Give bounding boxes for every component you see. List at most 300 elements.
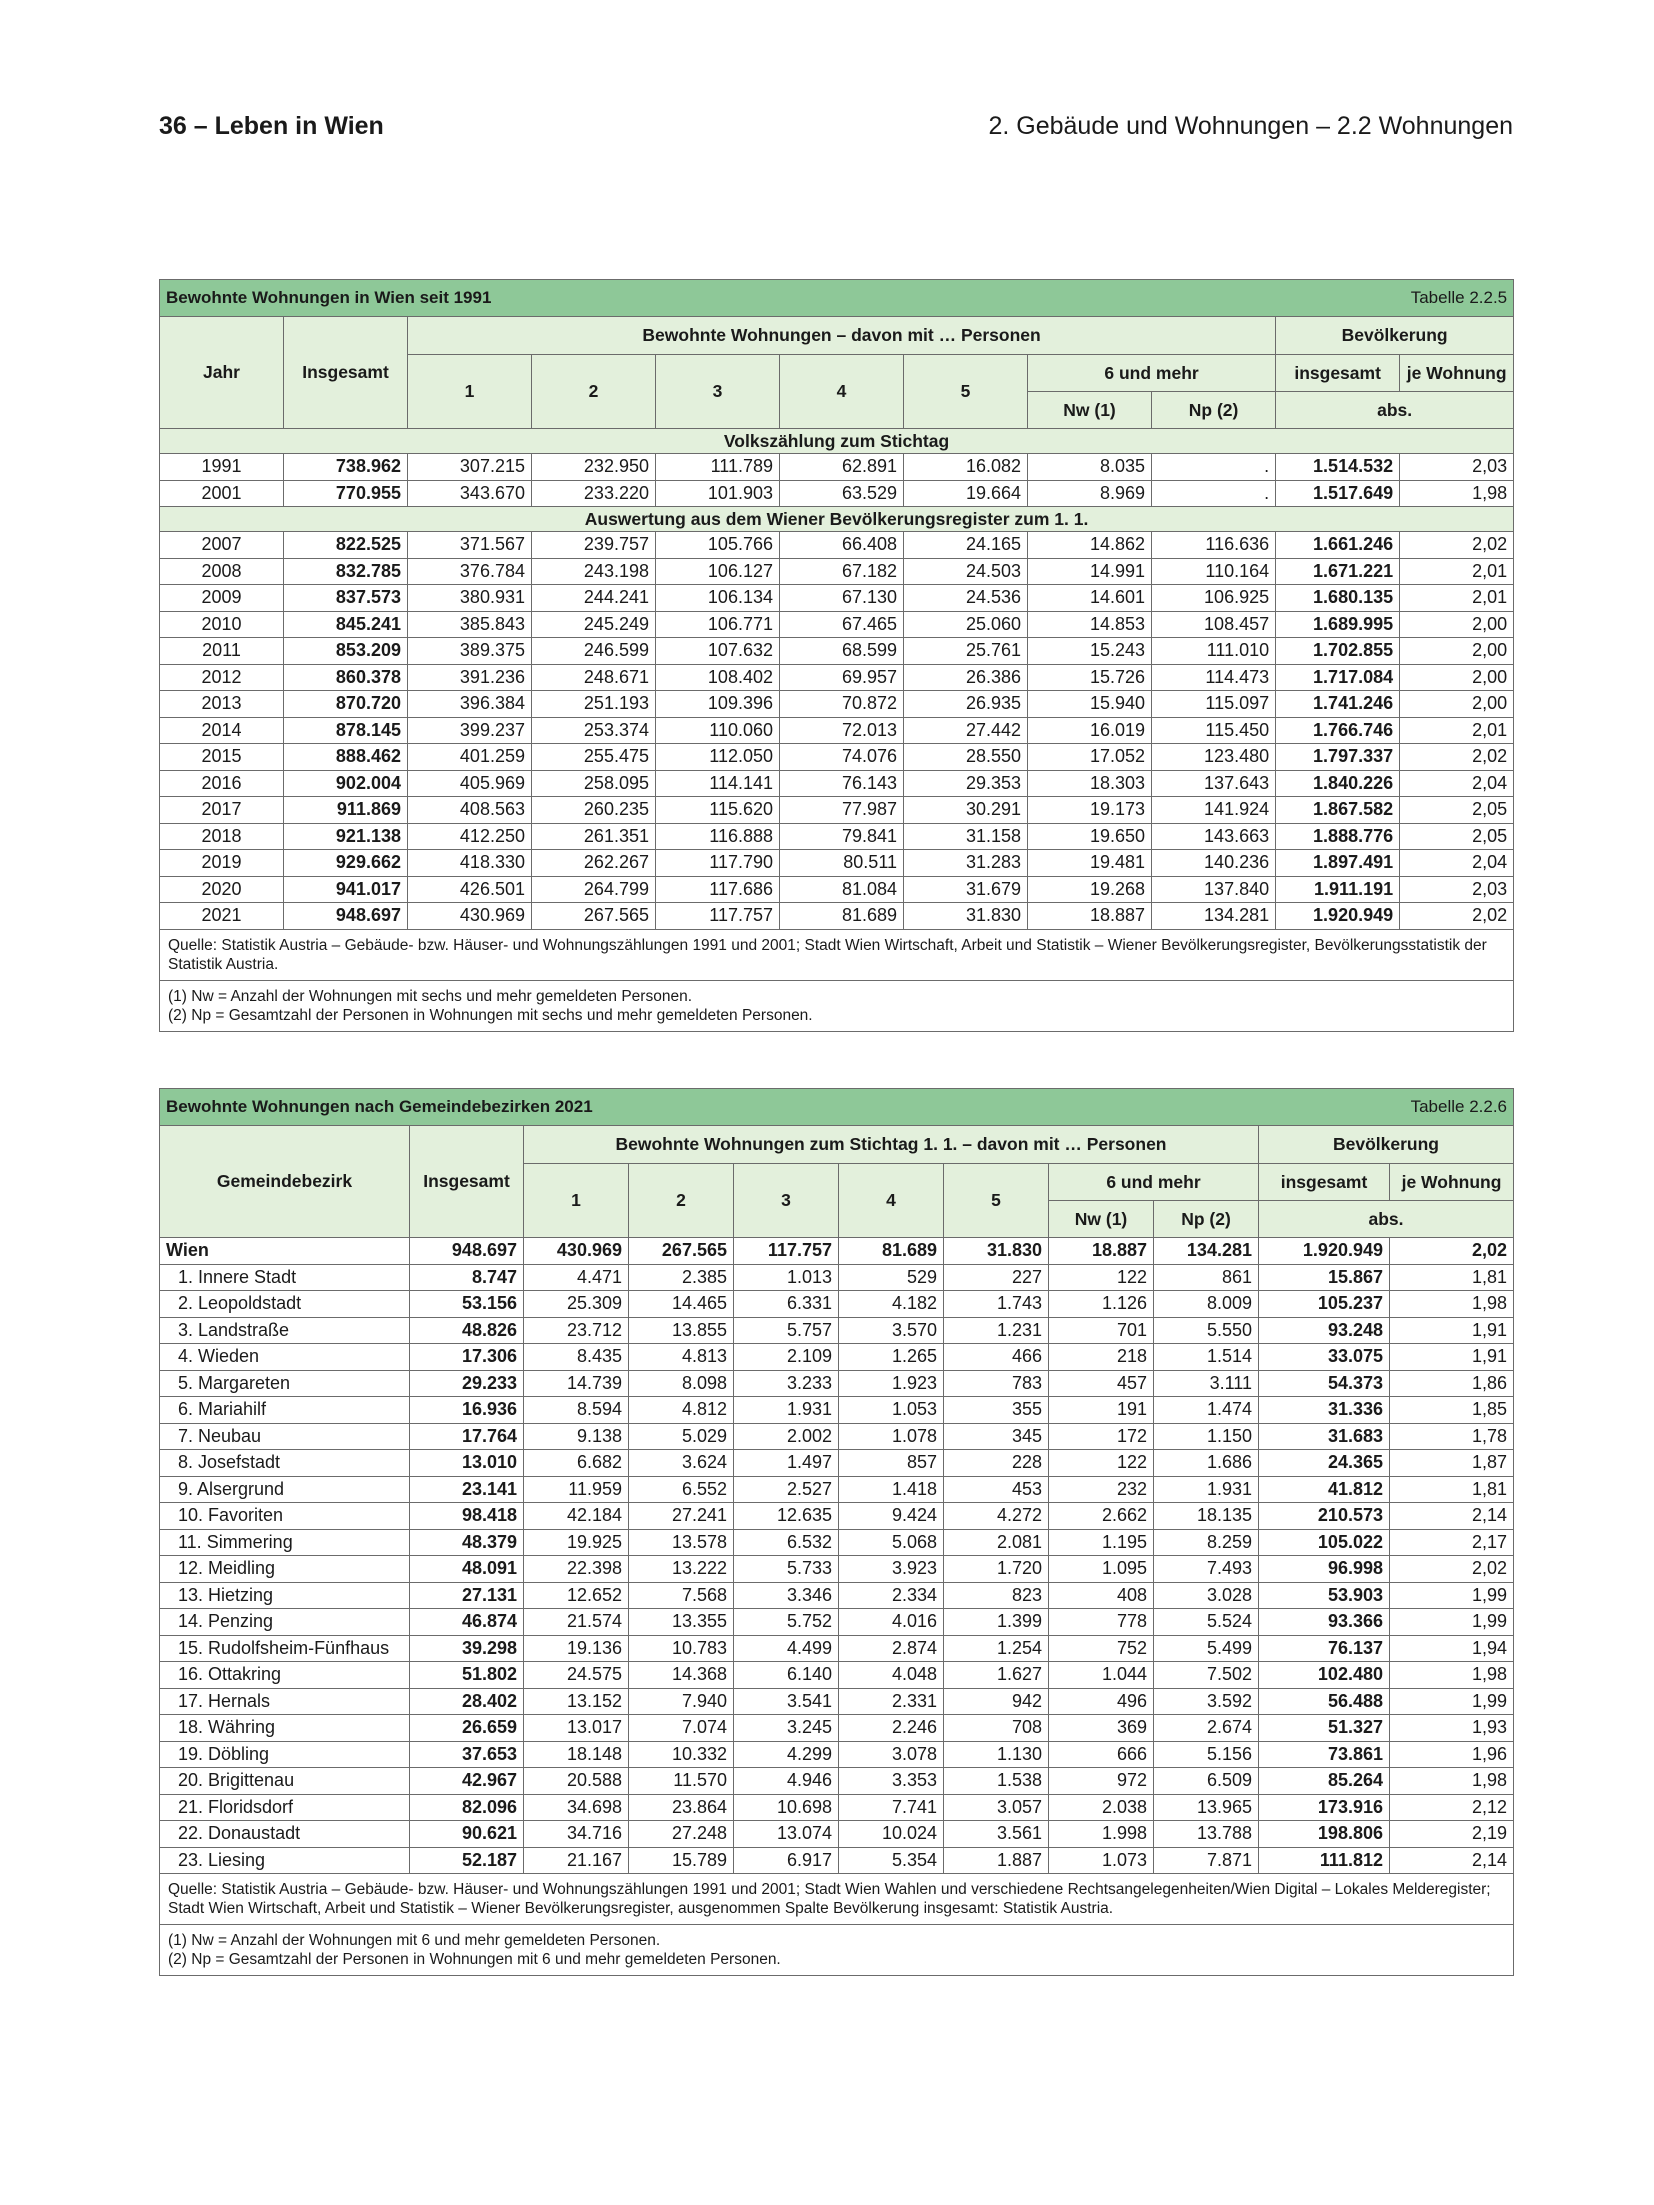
table-cell: 2,12 [1390, 1794, 1514, 1821]
col-header-6-und-mehr: 6 und mehr [1028, 355, 1276, 392]
table-cell: 1.671.221 [1276, 558, 1400, 585]
table-row [160, 611, 1514, 638]
table-cell: . [1152, 454, 1276, 481]
table-cell: 41.812 [1259, 1476, 1390, 1503]
table-cell: 54.373 [1259, 1370, 1390, 1397]
table-cell: 14.862 [1028, 532, 1152, 559]
table-cell: 267.565 [629, 1238, 734, 1265]
page-header [159, 112, 1513, 146]
table-cell: 778 [1049, 1609, 1154, 1636]
table-cell: 2,02 [1390, 1556, 1514, 1583]
table-cell: 14.739 [524, 1370, 629, 1397]
table-cell: 15.867 [1259, 1264, 1390, 1291]
table-cell: 7.871 [1154, 1847, 1259, 1874]
table-cell: 770.955 [284, 480, 408, 507]
table-cell: 93.366 [1259, 1609, 1390, 1636]
col-header-je-wohnung: je Wohnung [1390, 1164, 1514, 1201]
table-cell: 117.757 [656, 903, 780, 930]
table-cell: 385.843 [408, 611, 532, 638]
table-cell: 12.652 [524, 1582, 629, 1609]
table-cell: 51.327 [1259, 1715, 1390, 1742]
table-source: Quelle: Statistik Austria – Gebäude- bzw. Häuser- und Wohnungszählungen 1991 und 2001; Stadt Wien Wahlen und verschiedene Rechtsangelegenheiten/Wien Digital – Lokales Melderegister; Stadt Wien Wirtschaft, Arbeit und Statistik – Wiener Bevölkerungsregister, ausgenommen Spalte Bevölkerung insgesamt: Statistik Austria. [160, 1874, 1514, 1925]
col-header-5: 5 [944, 1164, 1049, 1238]
table-cell: 90.621 [410, 1821, 524, 1848]
table-row [160, 1688, 1514, 1715]
table-cell: 28.402 [410, 1688, 524, 1715]
table-cell: 1.702.855 [1276, 638, 1400, 665]
col-header-6-und-mehr: 6 und mehr [1049, 1164, 1259, 1201]
table-cell: 30.291 [904, 797, 1028, 824]
table-cell: 72.013 [780, 717, 904, 744]
table-cell: 4.946 [734, 1768, 839, 1795]
table-cell: 2.527 [734, 1476, 839, 1503]
table-cell: 405.969 [408, 770, 532, 797]
table-cell: 2,00 [1400, 638, 1514, 665]
table-number: Tabelle 2.2.5 [1276, 280, 1514, 317]
table-cell: 1.073 [1049, 1847, 1154, 1874]
year-cell: 2014 [160, 717, 284, 744]
table-row [160, 585, 1514, 612]
col-header-abs: abs. [1259, 1201, 1514, 1238]
table-cell: 2.081 [944, 1529, 1049, 1556]
table-cell: 140.236 [1152, 850, 1276, 877]
table-cell: 108.457 [1152, 611, 1276, 638]
table-cell: 10.783 [629, 1635, 734, 1662]
table-cell: 80.511 [780, 850, 904, 877]
table-cell: 17.306 [410, 1344, 524, 1371]
table-row [160, 1609, 1514, 1636]
col-header-5: 5 [904, 355, 1028, 429]
table-row-wien [160, 1238, 1514, 1265]
table-cell: 4.299 [734, 1741, 839, 1768]
district-cell: 4. Wieden [160, 1344, 410, 1371]
table-cell: 19.925 [524, 1529, 629, 1556]
table-cell: 27.131 [410, 1582, 524, 1609]
col-header-1: 1 [524, 1164, 629, 1238]
table-cell: 3.028 [1154, 1582, 1259, 1609]
table-row [160, 1370, 1514, 1397]
col-header-abs: abs. [1276, 392, 1514, 429]
table-title: Bewohnte Wohnungen in Wien seit 1991 [160, 280, 1276, 317]
table-cell: 822.525 [284, 532, 408, 559]
table-cell: 857 [839, 1450, 944, 1477]
table-cell: 110.060 [656, 717, 780, 744]
table-cell: 1.044 [1049, 1662, 1154, 1689]
table-cell: 13.017 [524, 1715, 629, 1742]
table-cell: 12.635 [734, 1503, 839, 1530]
table-cell: 4.048 [839, 1662, 944, 1689]
table-cell: 11.570 [629, 1768, 734, 1795]
table-cell: 5.499 [1154, 1635, 1259, 1662]
table-cell: 25.761 [904, 638, 1028, 665]
table-cell: 6.140 [734, 1662, 839, 1689]
table-cell: 123.480 [1152, 744, 1276, 771]
table-cell: 457 [1049, 1370, 1154, 1397]
table-row [160, 1503, 1514, 1530]
table-cell: 31.679 [904, 876, 1028, 903]
table-wohnungen-nach-bezirken [159, 1088, 1514, 1976]
table-cell: 2.662 [1049, 1503, 1154, 1530]
district-cell: 1. Innere Stadt [160, 1264, 410, 1291]
table-cell: 453 [944, 1476, 1049, 1503]
table-cell: 210.573 [1259, 1503, 1390, 1530]
table-cell: 1.150 [1154, 1423, 1259, 1450]
table-cell: 258.095 [532, 770, 656, 797]
table-cell: 845.241 [284, 611, 408, 638]
table-cell: 48.379 [410, 1529, 524, 1556]
table-cell: 1.680.135 [1276, 585, 1400, 612]
district-cell: 8. Josefstadt [160, 1450, 410, 1477]
table-cell: 17.764 [410, 1423, 524, 1450]
table-cell: 3.570 [839, 1317, 944, 1344]
col-header-3: 3 [734, 1164, 839, 1238]
year-cell: 2012 [160, 664, 284, 691]
table-cell: 9.138 [524, 1423, 629, 1450]
table-cell: 345 [944, 1423, 1049, 1450]
table-cell: 1.130 [944, 1741, 1049, 1768]
table-row [160, 1662, 1514, 1689]
table-cell: 430.969 [524, 1238, 629, 1265]
table-cell: 108.402 [656, 664, 780, 691]
table-row [160, 558, 1514, 585]
district-cell: 18. Währing [160, 1715, 410, 1742]
table-cell: 2.109 [734, 1344, 839, 1371]
table-cell: 853.209 [284, 638, 408, 665]
table-cell: 13.010 [410, 1450, 524, 1477]
table-cell: 79.841 [780, 823, 904, 850]
table-cell: 172 [1049, 1423, 1154, 1450]
table-footnotes [160, 1925, 1514, 1976]
page-number-title: 36 – Leben in Wien [159, 112, 384, 140]
table-cell: 13.074 [734, 1821, 839, 1848]
table-cell: 7.568 [629, 1582, 734, 1609]
table-cell: 6.552 [629, 1476, 734, 1503]
table-cell: 122 [1049, 1450, 1154, 1477]
table-row [160, 1635, 1514, 1662]
table-cell: 110.164 [1152, 558, 1276, 585]
table-cell: 391.236 [408, 664, 532, 691]
table-cell: 19.268 [1028, 876, 1152, 903]
table-cell: 2,14 [1390, 1847, 1514, 1874]
district-cell: 21. Floridsdorf [160, 1794, 410, 1821]
table-cell: 20.588 [524, 1768, 629, 1795]
table-row [160, 1794, 1514, 1821]
table-cell: 73.861 [1259, 1741, 1390, 1768]
table-row [160, 638, 1514, 665]
table-cell: 15.726 [1028, 664, 1152, 691]
table-cell: 27.248 [629, 1821, 734, 1848]
table-cell: 26.935 [904, 691, 1028, 718]
table-cell: 1,98 [1400, 480, 1514, 507]
district-cell: 2. Leopoldstadt [160, 1291, 410, 1318]
table-cell: 1,81 [1390, 1476, 1514, 1503]
table-cell: 111.812 [1259, 1847, 1390, 1874]
table-cell: 1.717.084 [1276, 664, 1400, 691]
table-cell: 28.550 [904, 744, 1028, 771]
table-cell: 31.830 [904, 903, 1028, 930]
table-cell: 117.757 [734, 1238, 839, 1265]
table-cell: 8.035 [1028, 454, 1152, 481]
table-cell: 369 [1049, 1715, 1154, 1742]
table-cell: 63.529 [780, 480, 904, 507]
table-cell: 921.138 [284, 823, 408, 850]
district-cell: 22. Donaustadt [160, 1821, 410, 1848]
footnote-2: (2) Np = Gesamtzahl der Personen in Wohnungen mit 6 und mehr gemeldeten Personen. [168, 1951, 781, 1968]
table-cell: 1,98 [1390, 1768, 1514, 1795]
table-cell: 355 [944, 1397, 1049, 1424]
table-cell: 19.481 [1028, 850, 1152, 877]
table-row [160, 532, 1514, 559]
year-cell: 2013 [160, 691, 284, 718]
table-cell: 1.897.491 [1276, 850, 1400, 877]
table-cell: 111.010 [1152, 638, 1276, 665]
col-header-je-wohnung: je Wohnung [1400, 355, 1514, 392]
table-cell: 3.561 [944, 1821, 1049, 1848]
table-cell: 70.872 [780, 691, 904, 718]
table-cell: 1.254 [944, 1635, 1049, 1662]
table-cell: 105.766 [656, 532, 780, 559]
year-cell: 2010 [160, 611, 284, 638]
table-cell: 10.024 [839, 1821, 944, 1848]
table-row [160, 850, 1514, 877]
table-cell: 5.068 [839, 1529, 944, 1556]
table-cell: 1.923 [839, 1370, 944, 1397]
table-cell: 14.991 [1028, 558, 1152, 585]
table-cell: 1,91 [1390, 1317, 1514, 1344]
table-cell: 31.158 [904, 823, 1028, 850]
table-row [160, 1397, 1514, 1424]
table-cell: 861 [1154, 1264, 1259, 1291]
table-cell: 2,03 [1400, 454, 1514, 481]
table-cell: 227 [944, 1264, 1049, 1291]
table-cell: 93.248 [1259, 1317, 1390, 1344]
table-cell: 46.874 [410, 1609, 524, 1636]
col-header-bev-insgesamt: insgesamt [1276, 355, 1400, 392]
table-cell: 752 [1049, 1635, 1154, 1662]
table-cell: 246.599 [532, 638, 656, 665]
table-cell: 81.689 [780, 903, 904, 930]
table-cell: 31.683 [1259, 1423, 1390, 1450]
table-cell: 942 [944, 1688, 1049, 1715]
table-cell: 1.126 [1049, 1291, 1154, 1318]
table-cell: 4.016 [839, 1609, 944, 1636]
table-row [160, 454, 1514, 481]
table-cell: 23.141 [410, 1476, 524, 1503]
section-volkszaehlung: Volkszählung zum Stichtag [160, 429, 1514, 454]
table-cell: 972 [1049, 1768, 1154, 1795]
year-cell: 1991 [160, 454, 284, 481]
district-cell: 15. Rudolfsheim-Fünfhaus [160, 1635, 410, 1662]
table-cell: 8.098 [629, 1370, 734, 1397]
table-cell: 10.332 [629, 1741, 734, 1768]
table-cell: 198.806 [1259, 1821, 1390, 1848]
table-cell: 466 [944, 1344, 1049, 1371]
table-cell: 19.173 [1028, 797, 1152, 824]
table-cell: 251.193 [532, 691, 656, 718]
table-cell: 888.462 [284, 744, 408, 771]
table-cell: 67.465 [780, 611, 904, 638]
table-cell: 3.353 [839, 1768, 944, 1795]
table-cell: 4.471 [524, 1264, 629, 1291]
table-cell: 1.013 [734, 1264, 839, 1291]
table-cell: 1.517.649 [1276, 480, 1400, 507]
table-cell: 6.917 [734, 1847, 839, 1874]
table-cell: 2,05 [1400, 797, 1514, 824]
table-cell: 2,02 [1390, 1238, 1514, 1265]
table-cell: 2.334 [839, 1582, 944, 1609]
table-cell: 137.643 [1152, 770, 1276, 797]
table-row [160, 1821, 1514, 1848]
table-cell: 1.538 [944, 1768, 1049, 1795]
table-cell: 5.156 [1154, 1741, 1259, 1768]
table-cell: 1,94 [1390, 1635, 1514, 1662]
year-cell: 2001 [160, 480, 284, 507]
table-row [160, 823, 1514, 850]
year-cell: 2017 [160, 797, 284, 824]
table-cell: 137.840 [1152, 876, 1276, 903]
table-cell: 85.264 [1259, 1768, 1390, 1795]
table-cell: 4.812 [629, 1397, 734, 1424]
table-cell: 878.145 [284, 717, 408, 744]
table-cell: 13.152 [524, 1688, 629, 1715]
table-cell: 53.156 [410, 1291, 524, 1318]
table-cell: 11.959 [524, 1476, 629, 1503]
table-cell: 260.235 [532, 797, 656, 824]
table-cell: 3.111 [1154, 1370, 1259, 1397]
district-cell: 17. Hernals [160, 1688, 410, 1715]
table-cell: 2,00 [1400, 611, 1514, 638]
year-cell: 2015 [160, 744, 284, 771]
table-cell: 2,02 [1400, 903, 1514, 930]
year-cell: 2007 [160, 532, 284, 559]
table-row [160, 1582, 1514, 1609]
table-cell: 1.686 [1154, 1450, 1259, 1477]
table-cell: 701 [1049, 1317, 1154, 1344]
table-cell: 248.671 [532, 664, 656, 691]
district-cell: 6. Mariahilf [160, 1397, 410, 1424]
table-cell: 2,00 [1400, 691, 1514, 718]
table-cell: 22.398 [524, 1556, 629, 1583]
table-row [160, 480, 1514, 507]
table-cell: 6.509 [1154, 1768, 1259, 1795]
table-cell: 1,86 [1390, 1370, 1514, 1397]
table-cell: 1.797.337 [1276, 744, 1400, 771]
table-row [160, 1741, 1514, 1768]
district-cell: Wien [160, 1238, 410, 1265]
table-cell: 13.965 [1154, 1794, 1259, 1821]
table-cell: 408 [1049, 1582, 1154, 1609]
table-cell: 870.720 [284, 691, 408, 718]
table-cell: 666 [1049, 1741, 1154, 1768]
table-cell: 31.830 [944, 1238, 1049, 1265]
table-row [160, 770, 1514, 797]
table-2-2-5 [159, 279, 1513, 1032]
table-cell: 134.281 [1152, 903, 1276, 930]
table-cell: 115.450 [1152, 717, 1276, 744]
table-cell: 33.075 [1259, 1344, 1390, 1371]
table-cell: 134.281 [1154, 1238, 1259, 1265]
table-cell: 380.931 [408, 585, 532, 612]
table-cell: 2,17 [1390, 1529, 1514, 1556]
table-cell: 69.957 [780, 664, 904, 691]
table-cell: 1.766.746 [1276, 717, 1400, 744]
table-cell: 29.353 [904, 770, 1028, 797]
district-cell: 10. Favoriten [160, 1503, 410, 1530]
table-cell: 2.385 [629, 1264, 734, 1291]
col-header-group: Bewohnte Wohnungen zum Stichtag 1. 1. – davon mit … Personen [524, 1126, 1259, 1164]
table-row [160, 1529, 1514, 1556]
year-cell: 2020 [160, 876, 284, 903]
table-cell: 307.215 [408, 454, 532, 481]
table-cell: 29.233 [410, 1370, 524, 1397]
table-cell: 7.074 [629, 1715, 734, 1742]
table-row [160, 691, 1514, 718]
table-cell: 13.222 [629, 1556, 734, 1583]
table-cell: 81.084 [780, 876, 904, 903]
table-cell: 5.752 [734, 1609, 839, 1636]
table-cell: 3.078 [839, 1741, 944, 1768]
table-cell: 19.136 [524, 1635, 629, 1662]
table-cell: 823 [944, 1582, 1049, 1609]
table-row [160, 1715, 1514, 1742]
table-cell: 2,01 [1400, 717, 1514, 744]
table-cell: 24.503 [904, 558, 1028, 585]
table-cell: 418.330 [408, 850, 532, 877]
table-cell: 115.620 [656, 797, 780, 824]
table-cell: 111.789 [656, 454, 780, 481]
table-cell: 26.386 [904, 664, 1028, 691]
table-cell: 1.867.582 [1276, 797, 1400, 824]
table-cell: 13.788 [1154, 1821, 1259, 1848]
table-cell: 2,02 [1400, 532, 1514, 559]
table-cell: 5.733 [734, 1556, 839, 1583]
table-cell: 267.565 [532, 903, 656, 930]
table-cell: 1.887 [944, 1847, 1049, 1874]
table-cell: 1,85 [1390, 1397, 1514, 1424]
table-cell: 2,00 [1400, 664, 1514, 691]
year-cell: 2011 [160, 638, 284, 665]
table-cell: 1,99 [1390, 1582, 1514, 1609]
col-header-insgesamt: Insgesamt [284, 317, 408, 429]
table-cell: 1.514 [1154, 1344, 1259, 1371]
table-cell: 253.374 [532, 717, 656, 744]
table-cell: 389.375 [408, 638, 532, 665]
table-cell: 16.082 [904, 454, 1028, 481]
table-cell: 371.567 [408, 532, 532, 559]
table-cell: 1,98 [1390, 1662, 1514, 1689]
col-header-2: 2 [532, 355, 656, 429]
table-cell: 112.050 [656, 744, 780, 771]
table-cell: 496 [1049, 1688, 1154, 1715]
table-cell: 18.887 [1028, 903, 1152, 930]
table-cell: 783 [944, 1370, 1049, 1397]
table-cell: 3.592 [1154, 1688, 1259, 1715]
table-cell: 3.233 [734, 1370, 839, 1397]
table-cell: 31.283 [904, 850, 1028, 877]
table-cell: 24.165 [904, 532, 1028, 559]
footnote-1: (1) Nw = Anzahl der Wohnungen mit sechs und mehr gemeldeten Personen. [168, 987, 692, 1005]
table-cell: 10.698 [734, 1794, 839, 1821]
table-cell: 3.346 [734, 1582, 839, 1609]
table-cell: 1.231 [944, 1317, 1049, 1344]
table-cell: 18.887 [1049, 1238, 1154, 1265]
table-cell: 1,81 [1390, 1264, 1514, 1291]
table-cell: 18.148 [524, 1741, 629, 1768]
table-title: Bewohnte Wohnungen nach Gemeindebezirken 2021 [160, 1089, 1259, 1126]
col-header-1: 1 [408, 355, 532, 429]
table-cell: 911.869 [284, 797, 408, 824]
table-cell: 4.813 [629, 1344, 734, 1371]
